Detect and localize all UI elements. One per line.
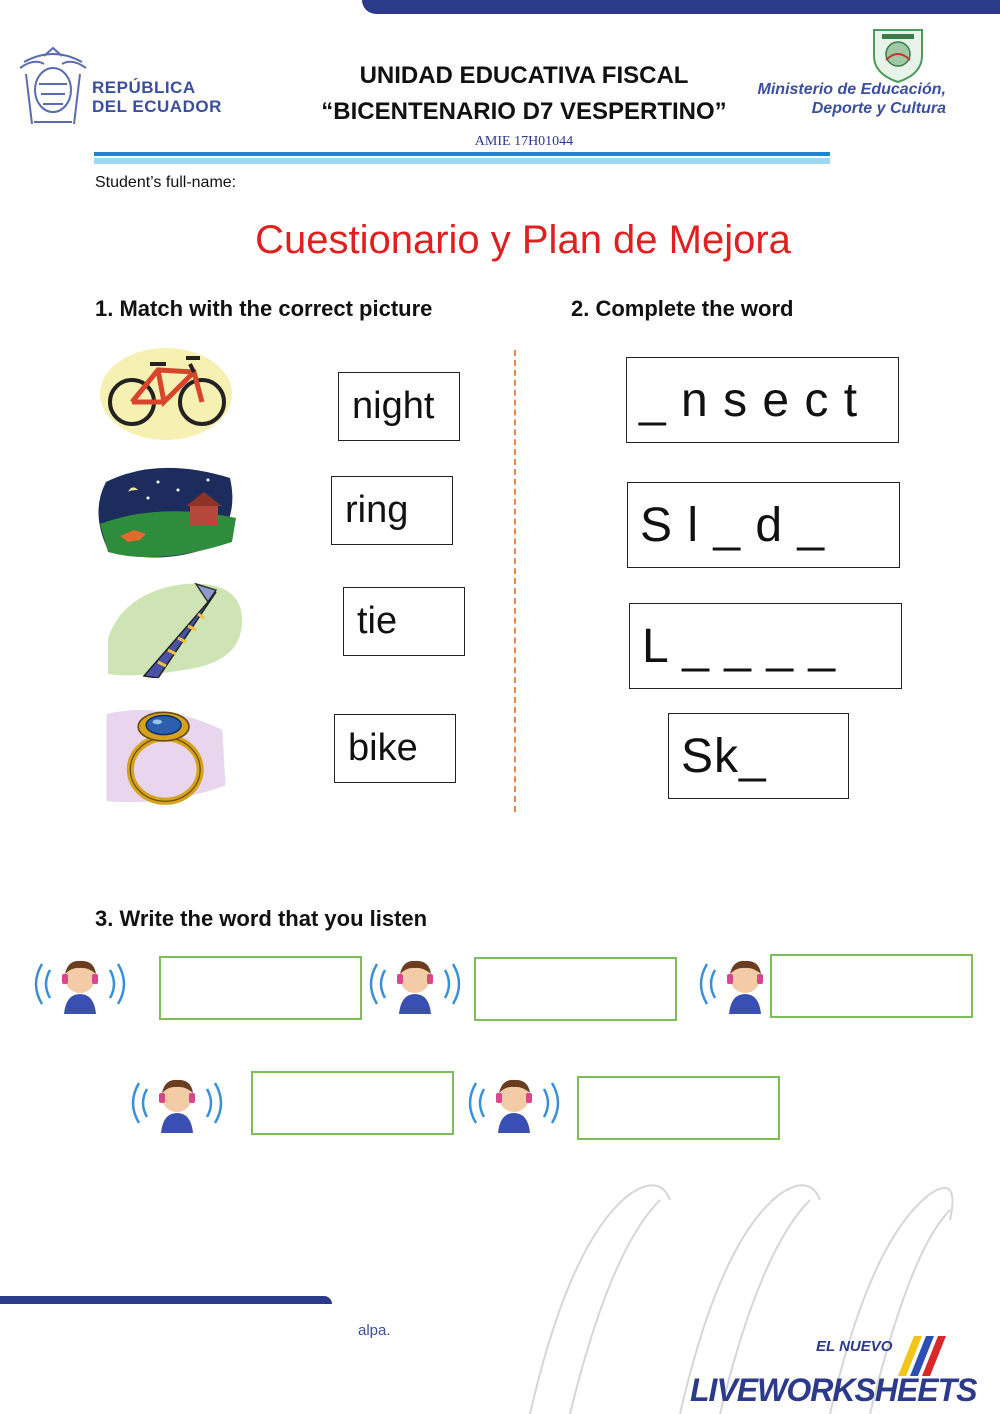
word-box-ring[interactable]: ring <box>331 476 453 545</box>
answer-box-2[interactable] <box>474 957 677 1021</box>
top-decorative-band <box>362 0 1000 14</box>
word-box-bike[interactable]: bike <box>334 714 456 783</box>
listening-boy-icon[interactable] <box>462 1073 566 1133</box>
ministry-line-2: Deporte y Cultura <box>811 100 946 117</box>
liveworksheets-watermark: LIVEWORKSHEETS <box>690 1372 977 1408</box>
republic-line-2: DEL ECUADOR <box>92 97 222 116</box>
school-name-line-2: “BICENTENARIO D7 VESPERTINO” <box>321 98 727 125</box>
tie-picture-icon <box>104 578 244 678</box>
header-rule <box>94 152 830 156</box>
listening-boy-icon[interactable] <box>125 1073 229 1133</box>
word-box-night[interactable]: night <box>338 372 460 441</box>
flag-stripes-icon <box>890 1336 946 1376</box>
answer-box-4[interactable] <box>251 1071 454 1135</box>
ecuador-crest-icon <box>14 44 92 132</box>
republic-line-1: REPÚBLICA <box>92 78 196 97</box>
school-shield-icon <box>868 26 928 84</box>
bike-picture-icon <box>98 342 238 442</box>
complete-word-box-insect[interactable]: _ n s e c t <box>626 357 899 443</box>
ministry-line-1: Ministerio de Educación, <box>757 81 946 98</box>
column-divider <box>514 350 516 812</box>
answer-box-1[interactable] <box>159 956 362 1020</box>
answer-box-3[interactable] <box>770 954 973 1018</box>
el-nuevo-text: EL NUEVO <box>816 1338 893 1355</box>
student-name-label: Student’s full-name: <box>95 174 237 191</box>
bottom-decorative-band <box>0 1296 332 1304</box>
complete-word-box-slide[interactable]: S l _ d _ <box>627 482 900 568</box>
section-1-heading: 1. Match with the correct picture <box>95 296 433 321</box>
listening-boy-icon[interactable] <box>28 954 132 1014</box>
page-title: Cuestionario y Plan de Mejora <box>255 218 791 262</box>
ministry-name <box>720 80 946 118</box>
complete-word-box-sk[interactable]: Sk_ <box>668 713 849 799</box>
republic-name <box>92 78 222 116</box>
night-picture-icon <box>98 462 238 562</box>
header-rule-light <box>94 158 830 164</box>
complete-word-box-l[interactable]: L _ _ _ _ <box>629 603 902 689</box>
answer-box-5[interactable] <box>577 1076 780 1140</box>
school-name-line-1: UNIDAD EDUCATIVA FISCAL <box>359 62 689 89</box>
section-2-heading: 2. Complete the word <box>571 296 794 321</box>
section-3-heading: 3. Write the word that you listen <box>95 906 428 931</box>
amie-code: AMIE 17H01044 <box>474 134 574 149</box>
footer-alpa-text: alpa. <box>358 1322 391 1339</box>
listening-boy-icon[interactable] <box>363 954 467 1014</box>
ring-picture-icon <box>96 706 236 806</box>
word-box-tie[interactable]: tie <box>343 587 465 656</box>
